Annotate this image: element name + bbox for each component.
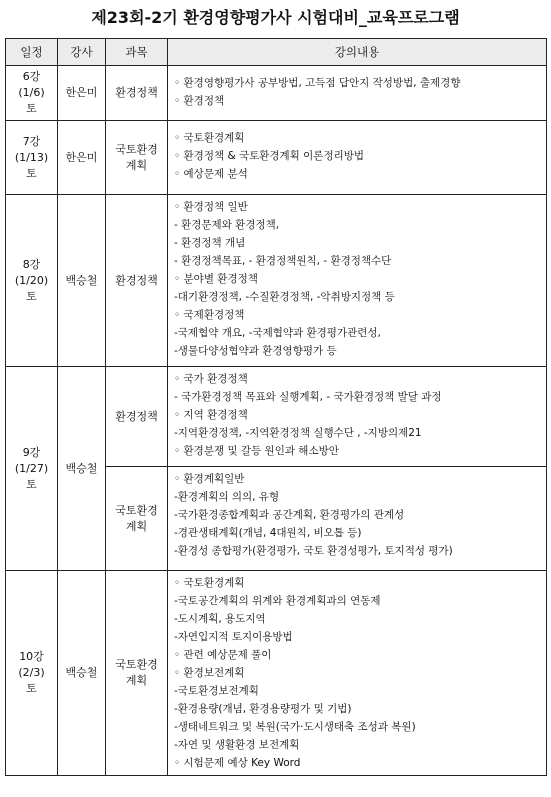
- content-line: -대기환경정책, -수질환경정책, -악취방지정책 등: [174, 291, 395, 303]
- content-line: ◦ 국제환경정책: [174, 309, 245, 321]
- subject-line: 계획: [125, 158, 148, 172]
- subject-line: 계획: [125, 519, 148, 533]
- session-number: 8강: [22, 257, 41, 271]
- content-line: - 환경정책 개념: [174, 237, 246, 249]
- subject-line: 국토환경: [115, 142, 158, 156]
- lecturer-cell: 백승철: [58, 195, 106, 367]
- header-row: [6, 39, 547, 66]
- content-line: ◦ 환경영향평가사 공부방법, 고득점 답안지 작성방법, 출제경향: [174, 77, 461, 89]
- session-date: (2/3): [18, 666, 45, 679]
- lecturer-cell: 백승철: [58, 571, 106, 776]
- lecturer-cell: 한은미: [58, 121, 106, 195]
- subject-cell: 환경정책: [106, 66, 168, 121]
- session-day: 토: [26, 477, 37, 491]
- content-line: ◦ 환경정책: [174, 95, 225, 107]
- content-line: -생태네트워크 및 복원(국가·도시생태축 조성과 복원): [174, 721, 416, 733]
- content-line: ◦ 환경보전계획: [174, 667, 245, 679]
- page-title: 제23회-2기 환경영향평가사 시험대비_교육프로그램: [91, 8, 460, 27]
- header-date: 일정: [6, 39, 58, 66]
- table-row: [6, 571, 547, 776]
- schedule-table: [5, 38, 547, 776]
- content-cell: [168, 121, 547, 195]
- content-line: -환경계획의 의의, 유형: [174, 491, 280, 503]
- content-line: ◦ 예상문제 분석: [174, 168, 248, 180]
- session-day: 토: [26, 166, 37, 180]
- header-subject: 과목: [106, 39, 168, 66]
- session-number: 10강: [19, 650, 44, 663]
- header-lecturer: 강사: [58, 39, 106, 66]
- table-row: [6, 367, 547, 467]
- content-line: -자연 및 생활환경 보전계획: [174, 739, 300, 751]
- session-day: 토: [26, 102, 37, 115]
- session-day: 토: [26, 289, 37, 303]
- subject-cell: [106, 571, 168, 776]
- lecturer-cell: 한은미: [58, 66, 106, 121]
- content-line: ◦ 지역 환경정책: [174, 409, 248, 421]
- content-line: ◦ 국토환경계획: [174, 132, 245, 144]
- content-line: ◦ 분야별 환경정책: [174, 273, 258, 285]
- session-date: (1/6): [18, 86, 45, 99]
- session-number: 6강: [22, 70, 41, 83]
- subject-line: 계획: [125, 674, 148, 687]
- subject-line: 국토환경: [115, 658, 158, 671]
- session-day: 토: [26, 682, 37, 695]
- content-line: ◦ 국가 환경정책: [174, 373, 248, 385]
- content-line: -도시계획, 용도지역: [174, 613, 266, 625]
- session-number: 9강: [22, 445, 41, 459]
- session-number: 7강: [22, 134, 41, 148]
- content-cell: [168, 66, 547, 121]
- subject-line: 국토환경: [115, 503, 158, 517]
- content-line: ◦ 국토환경계획: [174, 577, 245, 589]
- table-row: [6, 195, 547, 367]
- content-cell: [168, 367, 547, 467]
- content-line: ◦ 관련 예상문제 풀이: [174, 649, 272, 661]
- table-row: [6, 121, 547, 195]
- content-line: -국가환경종합계획과 공간계획, 환경평가의 관계성: [174, 509, 405, 521]
- session-date: (1/20): [14, 273, 49, 287]
- content-line: ◦ 시험문제 예상 Key Word: [174, 757, 301, 769]
- lecturer-cell: 백승철: [58, 367, 106, 571]
- content-line: -국토환경보전계획: [174, 685, 259, 697]
- content-line: -지역환경정책, -지역환경정책 실행수단 , -지방의제21: [174, 427, 422, 439]
- subject-cell: [106, 121, 168, 195]
- content-cell: [168, 195, 547, 367]
- subject-cell: [106, 467, 168, 571]
- content-line: - 국가환경정책 목표와 실행계획, - 국가환경정책 발달 과정: [174, 391, 442, 403]
- session-date: (1/27): [14, 461, 49, 475]
- date-cell: [6, 367, 58, 571]
- date-cell: [6, 66, 58, 121]
- header-content: 강의내용: [168, 39, 547, 66]
- content-line: -국토공간계획의 위계와 환경계획과의 연동제: [174, 595, 381, 607]
- date-cell: [6, 121, 58, 195]
- content-line: ◦ 환경정책 & 국토환경계획 이론정리방법: [174, 150, 365, 162]
- content-line: ◦ 환경정책 일반: [174, 201, 248, 213]
- content-line: -국제협약 개요, -국제협약과 환경평가관련성,: [174, 327, 381, 339]
- subject-cell: 환경정책: [106, 367, 168, 467]
- date-cell: [6, 571, 58, 776]
- date-cell: [6, 195, 58, 367]
- content-line: -자연입지적 토지이용방법: [174, 631, 293, 643]
- content-line: ◦ 환경계획일반: [174, 473, 245, 485]
- content-line: -환경성 종합평가(환경평가, 국토 환경성평가, 토지적성 평가): [174, 545, 453, 557]
- content-line: - 환경정책목표, - 환경정책원칙, - 환경정책수단: [174, 255, 392, 267]
- session-date: (1/13): [14, 150, 49, 164]
- table-row: [6, 66, 547, 121]
- content-line: ◦ 환경분쟁 및 갈등 원인과 해소방안: [174, 445, 339, 457]
- content-line: -경관생태계획(개념, 4대원칙, 비오톱 등): [174, 527, 362, 539]
- content-line: - 환경문제와 환경정책,: [174, 219, 280, 231]
- subject-cell: 환경정책: [106, 195, 168, 367]
- content-cell: [168, 467, 547, 571]
- content-line: -생물다양성협약과 환경영향평가 등: [174, 345, 337, 357]
- content-cell: [168, 571, 547, 776]
- content-line: -환경용량(개념, 환경용량평가 및 기법): [174, 703, 352, 715]
